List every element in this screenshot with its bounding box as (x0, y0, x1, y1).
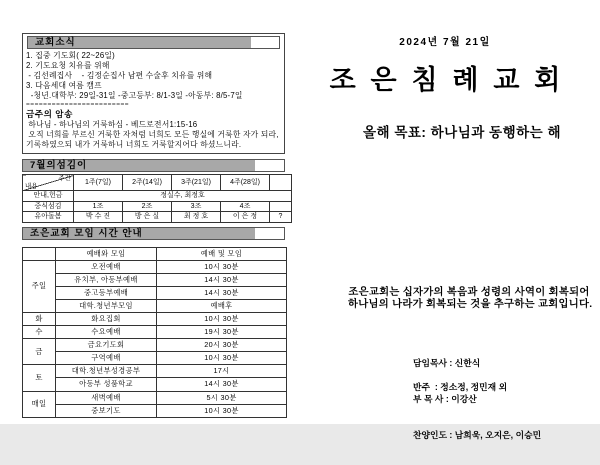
news-line: -청년.대학부: 29일-31일 -중고등부: 8/1-3일 -아동부: 8/5-7일 (26, 91, 243, 100)
time-cell: 10시 30분 (157, 404, 287, 417)
lunch-cell (270, 201, 292, 212)
activity-cell: 아동부 성품학교 (56, 378, 157, 391)
day-cell: 매일 (23, 391, 56, 417)
lunch-cell: 2조 (123, 201, 172, 212)
row-label: 안내,헌금 (23, 191, 74, 202)
activity-cell: 중보기도 (56, 404, 157, 417)
care-cell: 방 은 실 (123, 212, 172, 223)
serving-header-title: 7월의섬김이 (30, 160, 88, 171)
activity-cell: 중고등부예배 (56, 286, 157, 299)
activity-cell: 오전예배 (56, 260, 157, 273)
staff-line-worship-leaders: 찬양인도 : 남희욱, 오지은, 이승민 (413, 430, 542, 440)
memory-line: 오직 너희를 부르신 거룩한 자처럼 너희도 모든 행실에 거룩한 자가 되라, (26, 130, 279, 139)
table-row (23, 365, 287, 378)
table-row (23, 312, 287, 325)
table-row (23, 201, 292, 212)
table-row (23, 352, 287, 365)
news-section (22, 33, 285, 154)
week-header: 4주(28일) (221, 175, 270, 191)
table-row (23, 326, 287, 339)
accompanist-line: 반주 : 정소정, 정민재 외 (413, 382, 508, 392)
day-cell: 수 (23, 326, 56, 339)
activity-cell: 새벽예배 (56, 391, 157, 404)
memory-divider: ======================== (26, 101, 130, 108)
table-row (23, 191, 292, 202)
day-cell: 토 (23, 365, 56, 391)
day-cell: 주일 (23, 260, 56, 312)
day-cell: 화 (23, 312, 56, 325)
time-cell: 10시 30분 (157, 312, 287, 325)
meeting-table (22, 247, 287, 418)
serving-table (22, 174, 292, 223)
time-cell: 20시 30분 (157, 339, 287, 352)
serving-section (22, 159, 285, 223)
care-cell: 최 정 호 (172, 212, 221, 223)
mission-line: 하나님의 나라가 회복되는 것을 추구하는 교회입니다. (348, 298, 593, 310)
time-cell: 10시 30분 (157, 352, 287, 365)
serving-corner-cell (23, 175, 74, 191)
guide-names-cell: 정실수, 최정호 (74, 191, 292, 202)
time-cell: 17시 (157, 365, 287, 378)
staff-list (413, 333, 541, 465)
care-cell: ? (270, 212, 292, 223)
table-row (23, 212, 292, 223)
time-cell: 19시 30분 (157, 326, 287, 339)
right-pane (300, 0, 593, 440)
time-cell: 14시 30분 (157, 273, 287, 286)
time-cell: 10시 30분 (157, 260, 287, 273)
lunch-cell: 4조 (221, 201, 270, 212)
activity-cell: 화요집회 (56, 312, 157, 325)
left-pane (22, 33, 285, 418)
meeting-header-title: 조은교회 모임 시간 안내 (30, 227, 143, 239)
news-line: 1. 집중 기도회( 22~26일) (26, 51, 115, 60)
day-header-empty (23, 247, 56, 260)
activity-cell: 구역예배 (56, 352, 157, 365)
table-row (23, 404, 287, 417)
news-header-title: 교회소식 (35, 37, 76, 48)
lunch-cell: 3조 (172, 201, 221, 212)
activity-cell: 대학.청년부성경공부 (56, 365, 157, 378)
time-cell: 예배후 (157, 299, 287, 312)
staff-line-assistant-pastor: 부 목 사 : 이강산 (413, 394, 477, 404)
table-row (23, 378, 287, 391)
memory-title: 금주의 암송 (26, 109, 73, 119)
week-header (270, 175, 292, 191)
corner-bottom-label: 내용 (25, 183, 38, 190)
day-cell: 금 (23, 339, 56, 365)
table-row (23, 286, 287, 299)
care-cell: 박 수 진 (74, 212, 123, 223)
activity-cell: 금요기도회 (56, 339, 157, 352)
row-label: 유아돌봄 (23, 212, 74, 223)
table-row (23, 260, 287, 273)
bulletin-date: 2024년 7월 21일 (399, 37, 491, 48)
staff-line-senior-pastor: 담임목사 : 신한식 (413, 358, 481, 368)
lunch-cell: 1조 (74, 201, 123, 212)
meeting-header-bar (22, 227, 285, 240)
row-label: 중식섬김 (23, 201, 74, 212)
table-row (23, 175, 292, 191)
care-cell: 이 은 정 (221, 212, 270, 223)
table-row (23, 273, 287, 286)
table-row (23, 339, 287, 352)
week-header: 2주(14일) (123, 175, 172, 191)
week-header: 1주(7일) (74, 175, 123, 191)
memory-line: 기록하였으되 내가 거룩하니 너희도 거룩할지어다 하셨느니라. (26, 140, 242, 149)
year-goal: 올해 목표: 하나님과 동행하는 해 (362, 125, 562, 140)
news-line: 2. 기도요청 치유를 위해 (26, 61, 110, 70)
corner-top-label: 주간 (58, 175, 71, 182)
news-line: - 김선례집사 - 김정순집사 남편 수술후 치유를 위해 (26, 71, 213, 80)
activity-cell: 수요예배 (56, 326, 157, 339)
time-cell: 5시 30분 (157, 391, 287, 404)
church-name: 조은침례교회 (329, 65, 576, 95)
activity-column-header: 예배와 모임 (56, 247, 157, 260)
news-header-bar (27, 36, 280, 49)
activity-cell: 유치부, 아동부예배 (56, 273, 157, 286)
meeting-section (22, 227, 285, 418)
mission-line: 조은교회는 십자가의 복음과 성령의 사역이 회복되어 (348, 287, 590, 298)
mission-statement (300, 287, 593, 310)
news-line: 3. 다음세대 여름 캠프 (26, 81, 102, 90)
activity-cell: 대학.청년부모임 (56, 299, 157, 312)
table-row (23, 247, 287, 260)
table-row (23, 391, 287, 404)
time-cell: 14시 30분 (157, 286, 287, 299)
table-row (23, 299, 287, 312)
time-cell: 14시 30분 (157, 378, 287, 391)
serving-header-bar (22, 159, 285, 172)
time-column-header: 예배 및 모임 (157, 247, 287, 260)
memory-line: 하나님 - 하나님의 거룩하심 - 베드로전서1:15-16 (26, 120, 198, 129)
week-header: 3주(21일) (172, 175, 221, 191)
